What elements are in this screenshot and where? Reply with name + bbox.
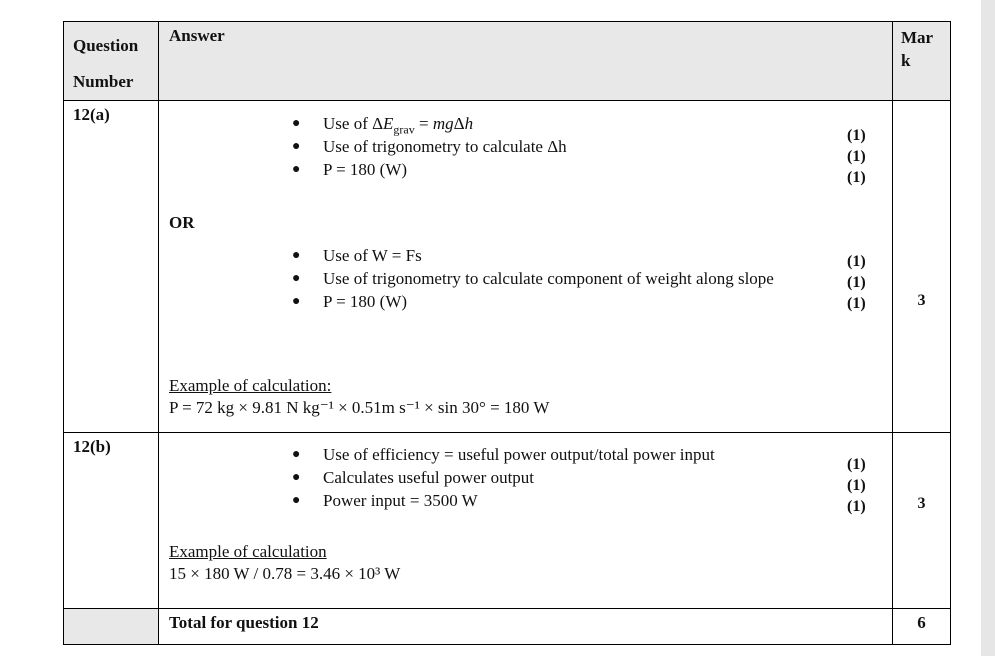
header-mark-line2: k xyxy=(901,51,911,70)
answer-cell-12b xyxy=(159,433,893,609)
answer-cell-12a xyxy=(159,101,893,433)
list-item: ● P = 180 (W) xyxy=(292,160,408,179)
table-row-12b xyxy=(64,433,951,609)
example-text-12b: 15 × 180 W / 0.78 = 3.46 × 10³ W xyxy=(169,564,401,583)
total-mark: 6 xyxy=(917,613,926,632)
scrollbar-track[interactable] xyxy=(981,0,995,656)
list-item: ● Use of W = Fs xyxy=(292,246,422,265)
mark-scheme-table xyxy=(63,21,951,645)
mark-value-12b: 3 xyxy=(917,495,926,512)
question-number-cell xyxy=(64,101,159,433)
list-item: ● Use of efficiency = useful power output/total power input xyxy=(292,445,715,464)
question-number-12b: 12(b) xyxy=(73,437,111,456)
header-answer xyxy=(159,22,893,101)
example-title-12a: Example of calculation: xyxy=(169,376,332,395)
mark-cell-12b xyxy=(893,433,951,609)
question-number-cell xyxy=(64,433,159,609)
list-item: ● P = 180 (W) xyxy=(292,292,408,311)
header-mark-line1: Mar xyxy=(901,28,934,47)
or-label: OR xyxy=(169,213,195,232)
list-item: ● Use of trigonometry to calculate Δh xyxy=(292,137,567,156)
efficiency-marks: (1) (1) (1) xyxy=(847,456,866,515)
table-row-12a xyxy=(64,101,951,433)
list-item: ● Power input = 3500 W xyxy=(292,491,478,510)
list-item: ● Use of trigonometry to calculate component of weight along slope xyxy=(292,269,774,288)
method1-list xyxy=(292,112,567,181)
total-label: Total for question 12 xyxy=(169,613,319,632)
table-header-row xyxy=(64,22,951,101)
header-question-label: Question xyxy=(73,36,139,55)
list-item: ● Use of $\Delta E_{grav} = mg\Delta h$ xyxy=(292,114,474,137)
example-title-12b: Example of calculation xyxy=(169,542,327,561)
header-mark xyxy=(893,22,951,101)
mark-value-12a: 3 xyxy=(917,292,926,309)
header-question-number xyxy=(64,22,159,101)
total-mark-cell xyxy=(893,609,951,645)
total-label-cell xyxy=(159,609,893,645)
question-number-12a: 12(a) xyxy=(73,105,110,124)
example-text-12a: P = 72 kg × 9.81 N kg⁻¹ × 0.51m s⁻¹ × sin 30° = 180 W xyxy=(169,398,550,417)
header-number-label: Number xyxy=(73,72,134,91)
header-answer-label: Answer xyxy=(169,26,225,45)
method1-marks: (1) (1) (1) xyxy=(847,127,866,186)
efficiency-list xyxy=(292,443,715,512)
mark-cell-12a xyxy=(893,101,951,433)
method2-marks: (1) (1) (1) xyxy=(847,253,866,312)
list-item: ● Calculates useful power output xyxy=(292,468,535,487)
total-empty-cell xyxy=(64,609,159,645)
method2-list xyxy=(292,244,774,313)
table-total-row xyxy=(64,609,951,645)
